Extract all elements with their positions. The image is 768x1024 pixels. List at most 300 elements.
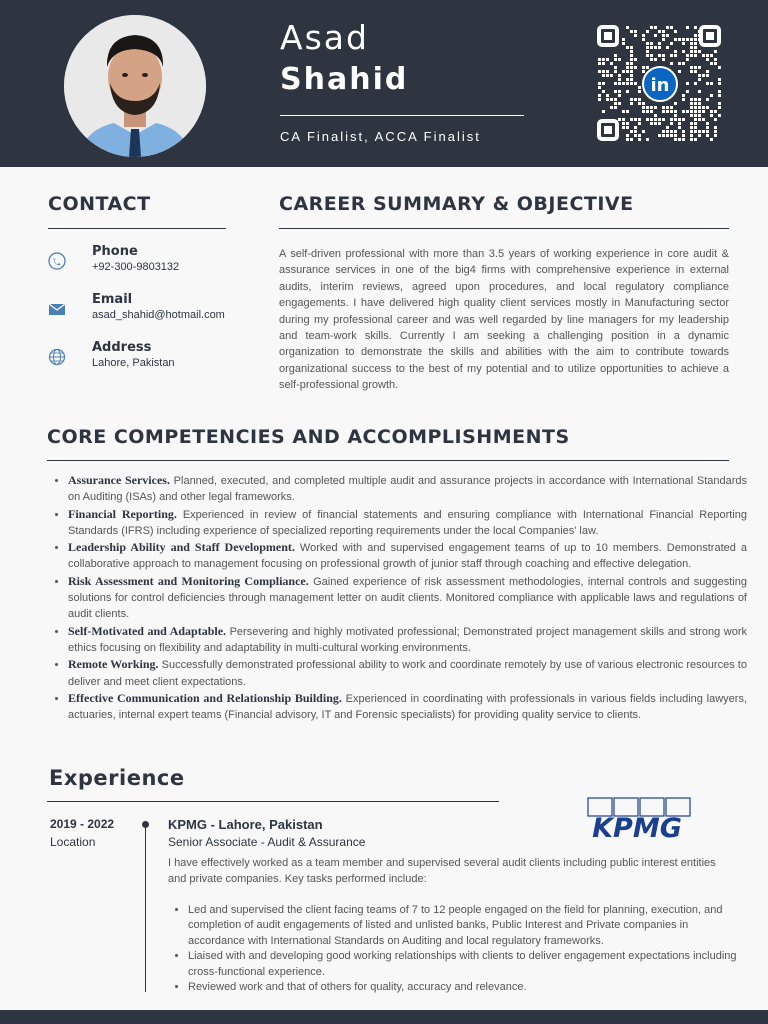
experience-heading: Experience: [49, 766, 185, 790]
qr-module: [598, 58, 601, 61]
qr-module: [670, 54, 673, 57]
qr-module: [630, 62, 633, 65]
qr-module: [634, 118, 637, 121]
qr-module: [610, 106, 613, 109]
qr-module: [642, 110, 645, 113]
qr-module: [626, 78, 629, 81]
qr-module: [690, 54, 693, 57]
qr-module: [706, 98, 709, 101]
qr-module: [690, 102, 693, 105]
summary-divider: [279, 228, 729, 229]
qr-module: [626, 134, 629, 137]
qr-module: [630, 46, 633, 49]
avatar: [64, 15, 206, 157]
address-label: Address: [92, 340, 152, 355]
competency-text: Planned, executed, and completed multiple audit and assurance projects in accordance with International Standards on Auditing (ISAs) and other legal frameworks.: [68, 475, 747, 504]
qr-module: [666, 106, 669, 109]
qr-module: [614, 106, 617, 109]
qr-module: [694, 122, 697, 125]
qr-module: [718, 90, 721, 93]
qr-module: [626, 126, 629, 129]
qr-module: [710, 94, 713, 97]
qr-module: [718, 102, 721, 105]
qr-module: [698, 110, 701, 113]
qr-module: [682, 110, 685, 113]
qr-module: [698, 38, 701, 41]
list-item: [68, 506, 747, 540]
qr-module: [614, 54, 617, 57]
qr-module: [666, 110, 669, 113]
qr-module: [682, 42, 685, 45]
qr-module: [690, 126, 693, 129]
qr-module: [674, 138, 677, 141]
qr-module: [698, 78, 701, 81]
qr-module: [638, 90, 641, 93]
qr-module: [718, 106, 721, 109]
qr-module: [654, 122, 657, 125]
qr-module: [626, 62, 629, 65]
qr-module: [618, 82, 621, 85]
competency-text: Persevering and highly motivated professional; Demonstrated project management skills and strong work ethics focusing on flexibility and adaptability in multi-cultural working environments.: [68, 625, 747, 654]
qr-module: [670, 118, 673, 121]
qr-module: [626, 138, 629, 141]
qr-module: [678, 138, 681, 141]
summary-heading: CAREER SUMMARY & OBJECTIVE: [279, 193, 634, 215]
experience-description: I have effectively worked as a team member and supervised several audit clients including public interest entities and private companies. Key tasks performed include:: [168, 857, 716, 885]
qr-module: [694, 66, 697, 69]
qr-module: [694, 118, 697, 121]
qr-module: [698, 98, 701, 101]
qr-module: [714, 110, 717, 113]
qr-module: [686, 58, 689, 61]
qr-module: [630, 138, 633, 141]
qr-module: [614, 90, 617, 93]
qr-module: [706, 70, 709, 73]
qr-module: [686, 26, 689, 29]
qr-module: [714, 58, 717, 61]
qr-module: [670, 106, 673, 109]
qr-module: [646, 50, 649, 53]
qr-module: [690, 38, 693, 41]
qr-module: [658, 134, 661, 137]
qr-module: [694, 114, 697, 117]
qr-module: [666, 134, 669, 137]
qr-module: [662, 118, 665, 121]
kpmg-logo: [582, 797, 692, 841]
qr-module: [690, 66, 693, 69]
competencies-divider: [47, 460, 729, 461]
qr-module: [642, 66, 645, 69]
competency-title: Risk Assessment and Monitoring Compliance.: [68, 573, 309, 588]
qr-module: [638, 122, 641, 125]
qr-module: [602, 90, 605, 93]
qr-module: [622, 118, 625, 121]
qr-module: [650, 42, 653, 45]
qr-module: [690, 106, 693, 109]
qr-module: [686, 90, 689, 93]
qr-module: [634, 66, 637, 69]
qr-module: [622, 70, 625, 73]
qr-module: [646, 46, 649, 49]
qr-module: [610, 74, 613, 77]
qr-module: [598, 62, 601, 65]
qr-module: [622, 42, 625, 45]
qr-module: [678, 118, 681, 121]
qr-module: [614, 82, 617, 85]
subtitle: CA Finalist, ACCA Finalist: [280, 129, 481, 144]
qr-module: [634, 130, 637, 133]
competency-text: Worked with and supervised engagement teams of up to 10 members. Demonstrated a collaborative approach to management focusing on professional growth of junior staff through coaching and effective delegation.: [68, 542, 747, 571]
qr-module: [686, 54, 689, 57]
qr-module: [718, 114, 721, 117]
qr-module: [690, 42, 693, 45]
competency-title: Leadership Ability and Staff Development.: [68, 540, 295, 555]
qr-module: [682, 130, 685, 133]
qr-module: [694, 50, 697, 53]
list-item: [68, 690, 747, 724]
qr-module: [698, 102, 701, 105]
qr-module: [654, 34, 657, 37]
qr-module: [630, 78, 633, 81]
qr-module: [710, 114, 713, 117]
qr-module: [670, 130, 673, 133]
qr-module: [674, 54, 677, 57]
qr-module: [694, 138, 697, 141]
experience-location: Location: [50, 835, 96, 849]
qr-module: [626, 110, 629, 113]
qr-module: [646, 106, 649, 109]
qr-module: [682, 50, 685, 53]
qr-module: [714, 62, 717, 65]
qr-module: [718, 78, 721, 81]
qr-module: [682, 62, 685, 65]
qr-module: [694, 70, 697, 73]
qr-module: [666, 26, 669, 29]
qr-module: [714, 134, 717, 137]
qr-module: [714, 50, 717, 53]
qr-module: [670, 134, 673, 137]
qr-module: [630, 74, 633, 77]
qr-module: [610, 98, 613, 101]
qr-module: [710, 138, 713, 141]
qr-module: [710, 110, 713, 113]
qr-module: [666, 126, 669, 129]
qr-module: [690, 98, 693, 101]
qr-module: [622, 126, 625, 129]
list-item: [68, 539, 747, 573]
list-item: [68, 656, 747, 690]
qr-module: [702, 110, 705, 113]
qr-module: [670, 42, 673, 45]
qr-module: [694, 82, 697, 85]
qr-module: [698, 34, 701, 37]
qr-module: [706, 74, 709, 77]
qr-module: [606, 94, 609, 97]
qr-module: [662, 38, 665, 41]
experience-company: KPMG - Lahore, Pakistan: [168, 817, 323, 832]
qr-module: [598, 86, 601, 89]
qr-module: [650, 58, 653, 61]
qr-module: [642, 38, 645, 41]
qr-module: [718, 66, 721, 69]
qr-module: [598, 98, 601, 101]
list-item: • Reviewed work and that of others for quality, accuracy and relevance.: [188, 980, 747, 995]
qr-module: [674, 30, 677, 33]
qr-module: [606, 58, 609, 61]
qr-module: [654, 46, 657, 49]
qr-module: [658, 46, 661, 49]
qr-module: [714, 126, 717, 129]
qr-module: [642, 34, 645, 37]
qr-module: [650, 122, 653, 125]
qr-module: [702, 130, 705, 133]
qr-module: [602, 70, 605, 73]
qr-module: [602, 58, 605, 61]
qr-module: [698, 106, 701, 109]
qr-module: [638, 98, 641, 101]
qr-module: [690, 70, 693, 73]
qr-module: [678, 62, 681, 65]
qr-module: [630, 98, 633, 101]
qr-module: [706, 106, 709, 109]
qr-module: [706, 82, 709, 85]
qr-module: [682, 98, 685, 101]
list-item: • Led and supervised the client facing teams of 7 to 12 people engaged on the field for planning, execution, and completion of audit engagements of listed and unlisted banks, Public Interest and Private companies in accordance with International Standards on Auditing and local regulatory frameworks.: [188, 903, 747, 949]
qr-module: [602, 82, 605, 85]
qr-module: [610, 62, 613, 65]
qr-module: [678, 122, 681, 125]
qr-module: [654, 118, 657, 121]
address-value: Lahore, Pakistan: [92, 357, 175, 369]
qr-module: [674, 114, 677, 117]
qr-module: [626, 66, 629, 69]
qr-module: [662, 34, 665, 37]
qr-module: [658, 122, 661, 125]
list-item: [68, 623, 747, 657]
experience-dates: 2019 - 2022: [50, 817, 115, 831]
qr-module: [698, 30, 701, 33]
qr-module: [634, 58, 637, 61]
qr-module: [710, 62, 713, 65]
competency-title: Financial Reporting.: [68, 506, 177, 521]
qr-module: [698, 50, 701, 53]
qr-module: [686, 38, 689, 41]
qr-module: [706, 126, 709, 129]
header-banner: [0, 0, 768, 167]
qr-module: [702, 54, 705, 57]
qr-module: [602, 62, 605, 65]
qr-module: [642, 102, 645, 105]
qr-module: [630, 66, 633, 69]
footer-bar: [0, 1010, 768, 1024]
qr-module: [694, 106, 697, 109]
qr-module: [718, 82, 721, 85]
list-item: [68, 472, 747, 506]
qr-module: [602, 74, 605, 77]
qr-module: [630, 102, 633, 105]
qr-module: [614, 66, 617, 69]
person-photo: [64, 15, 206, 157]
qr-module: [686, 82, 689, 85]
qr-module: [666, 46, 669, 49]
qr-module: [698, 90, 701, 93]
qr-module: [690, 114, 693, 117]
qr-module: [654, 106, 657, 109]
qr-module: [634, 82, 637, 85]
qr-module: [714, 118, 717, 121]
qr-module: [634, 34, 637, 37]
qr-module: [650, 54, 653, 57]
qr-module: [630, 130, 633, 133]
qr-module: [646, 54, 649, 57]
qr-module: [662, 134, 665, 137]
qr-module: [618, 118, 621, 121]
qr-module: [618, 58, 621, 61]
qr-module: [630, 118, 633, 121]
qr-module: [694, 26, 697, 29]
qr-module: [618, 102, 621, 105]
qr-module: [658, 118, 661, 121]
qr-module: [646, 30, 649, 33]
qr-module: [670, 110, 673, 113]
qr-module: [626, 46, 629, 49]
qr-module: [690, 110, 693, 113]
qr-module: [670, 26, 673, 29]
qr-module: [626, 26, 629, 29]
qr-module: [638, 138, 641, 141]
qr-module: [658, 42, 661, 45]
linkedin-qr-code[interactable]: [596, 24, 724, 144]
qr-module: [698, 66, 701, 69]
email-value[interactable]: asad_shahid@hotmail.com: [92, 309, 225, 321]
qr-module: [698, 74, 701, 77]
qr-module: [622, 82, 625, 85]
qr-module: [630, 30, 633, 33]
qr-module: [706, 130, 709, 133]
competency-text: Experienced in review of financial statements and ensuring compliance with International Financial Reporting Standards (IFRS) including experience of specialized reporting requirements under the local Companies' law.: [68, 508, 747, 537]
qr-module: [630, 82, 633, 85]
competency-title: Remote Working.: [68, 657, 159, 672]
qr-module: [674, 110, 677, 113]
qr-module: [678, 38, 681, 41]
qr-module: [702, 74, 705, 77]
first-name: Asad: [280, 18, 369, 57]
summary-text: A self-driven professional with more than 3.5 years of working experience in core audit & assurance services in one of the big4 firms with comprehensive experience in external audits, interim reviews, agreed upon procedures, and local regulatory compliance engagements. I have delivered high quality client services mostly in Manufacturing sector during my professional career and was well regarded by line managers for my leadership and team-work skills. Currently I am seeking a challenging position in a dynamic organization to demonstrate the skills and abilities with the aim to contribute towards organizational success to the best of my potential and to utilize opportunities to achieve a self-professional growth.: [279, 248, 729, 392]
qr-module: [606, 70, 609, 73]
qr-module: [606, 98, 609, 101]
qr-module: [662, 130, 665, 133]
qr-module: [674, 130, 677, 133]
qr-module: [694, 34, 697, 37]
qr-module: [614, 58, 617, 61]
qr-module: [694, 126, 697, 129]
qr-module: [650, 110, 653, 113]
qr-module: [694, 110, 697, 113]
qr-module: [622, 38, 625, 41]
qr-module: [682, 138, 685, 141]
qr-module: [690, 138, 693, 141]
qr-module: [662, 110, 665, 113]
qr-module: [706, 54, 709, 57]
qr-module: [638, 134, 641, 137]
competency-text: Experienced in coordinating with professionals in various fields including lawyers, actuaries, internal expert teams (Financial advisory, IT and Forensic specialists) for providing quality service to clients.: [68, 692, 748, 722]
qr-module: [690, 46, 693, 49]
qr-module: [698, 130, 701, 133]
qr-module: [694, 46, 697, 49]
qr-module: [670, 62, 673, 65]
qr-module: [626, 82, 629, 85]
qr-module: [638, 118, 641, 121]
qr-module: [642, 130, 645, 133]
qr-module: [682, 38, 685, 41]
experience-bullets: [170, 903, 747, 995]
qr-module: [658, 54, 661, 57]
qr-module: [706, 122, 709, 125]
qr-module: [618, 78, 621, 81]
qr-module: [666, 130, 669, 133]
qr-module: [614, 70, 617, 73]
qr-module: [690, 134, 693, 137]
qr-module: [646, 110, 649, 113]
qr-module: [702, 118, 705, 121]
qr-module: [642, 70, 645, 73]
competency-title: Self-Motivated and Adaptable.: [68, 623, 227, 638]
qr-module: [662, 106, 665, 109]
qr-module: [682, 134, 685, 137]
qr-module: [654, 26, 657, 29]
phone-value[interactable]: +92-300-9803132: [92, 261, 180, 273]
qr-module: [674, 50, 677, 53]
qr-module: [694, 98, 697, 101]
qr-module: [678, 126, 681, 129]
qr-module: [678, 70, 681, 73]
qr-module: [630, 70, 633, 73]
competency-title: Effective Communication and Relationship Building.: [68, 690, 342, 705]
qr-module: [626, 122, 629, 125]
qr-module: [710, 82, 713, 85]
qr-module: [634, 98, 637, 101]
qr-module: [650, 26, 653, 29]
qr-module: [634, 126, 637, 129]
qr-module: [622, 110, 625, 113]
qr-module: [650, 46, 653, 49]
qr-module: [710, 54, 713, 57]
qr-module: [646, 118, 649, 121]
qr-module: [674, 134, 677, 137]
qr-module: [666, 34, 669, 37]
timeline-line: [145, 826, 146, 992]
qr-module: [662, 58, 665, 61]
qr-module: [642, 106, 645, 109]
qr-module: [654, 114, 657, 117]
qr-module: [694, 38, 697, 41]
qr-module: [694, 42, 697, 45]
qr-module: [662, 54, 665, 57]
phone-icon: [48, 252, 66, 270]
qr-module: [630, 54, 633, 57]
qr-module: [638, 102, 641, 105]
qr-module: [702, 106, 705, 109]
qr-module: [694, 130, 697, 133]
qr-code-icon: [596, 24, 724, 144]
timeline-dot: [142, 821, 149, 828]
qr-module: [602, 110, 605, 113]
qr-module: [674, 118, 677, 121]
qr-module: [662, 30, 665, 33]
last-name: Shahid: [280, 62, 409, 97]
competencies-list: [50, 472, 747, 723]
qr-module: [614, 98, 617, 101]
